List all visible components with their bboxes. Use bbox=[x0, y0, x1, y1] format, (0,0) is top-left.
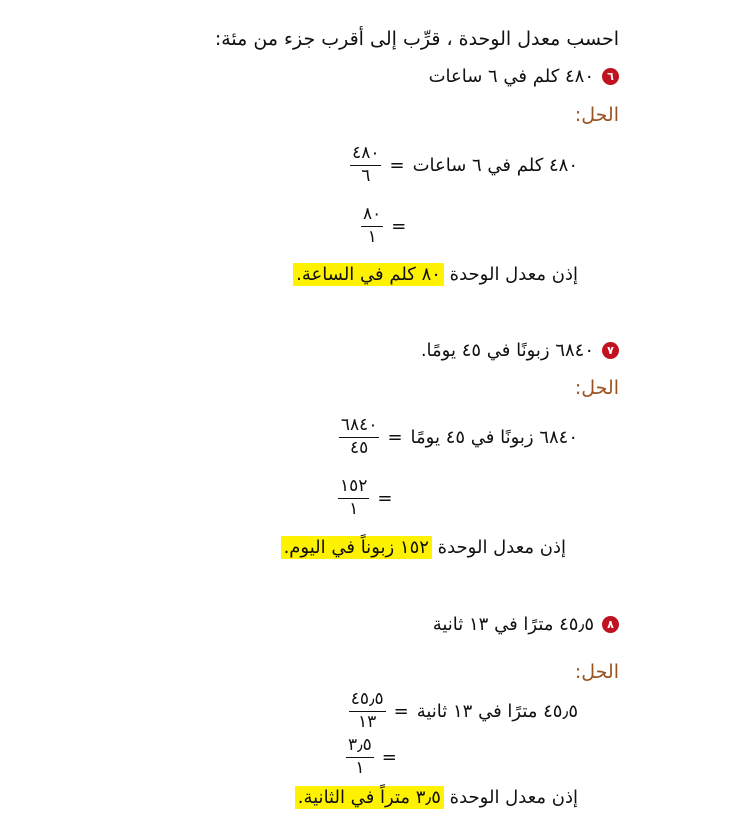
problem-statement-text: ٤٥٫٥ مترًا في ١٣ ثانية bbox=[432, 614, 594, 635]
problem-number-badge: ٦ bbox=[602, 68, 619, 85]
solution-label: الحل: bbox=[574, 104, 619, 126]
fraction-denominator: ٤٥ bbox=[350, 437, 369, 458]
fraction bbox=[361, 205, 383, 247]
answer-highlight: ٣٫٥ متراً في الثانية. bbox=[295, 786, 444, 809]
problem-6-statement bbox=[429, 66, 619, 87]
answer-highlight: ٨٠ كلم في الساعة. bbox=[293, 263, 444, 286]
equation-left-side: ٤٨٠ كلم في ٦ ساعات bbox=[412, 154, 578, 176]
problem-8-equation-2 bbox=[346, 736, 397, 778]
problem-6-answer bbox=[293, 264, 578, 285]
problem-8-answer bbox=[295, 787, 578, 808]
equation-left-side: ٤٥٫٥ مترًا في ١٣ ثانية bbox=[416, 700, 578, 722]
solution-label: الحل: bbox=[574, 377, 619, 399]
equals-sign: = bbox=[391, 215, 407, 237]
answer-prefix: إذن معدل الوحدة bbox=[449, 787, 578, 808]
answer-prefix: إذن معدل الوحدة bbox=[449, 264, 578, 285]
equals-sign: = bbox=[389, 154, 405, 176]
answer-highlight: ١٥٢ زبوناً في اليوم. bbox=[281, 536, 432, 559]
equation-left-side: ٦٨٤٠ زبونًا في ٤٥ يومًا bbox=[410, 426, 578, 448]
problem-8-statement bbox=[433, 614, 619, 635]
answer-prefix: إذن معدل الوحدة bbox=[437, 537, 566, 558]
fraction-denominator: ١ bbox=[355, 757, 365, 778]
fraction bbox=[346, 736, 374, 778]
fraction-numerator: ٨٠ bbox=[361, 205, 383, 227]
fraction-denominator: ١ bbox=[367, 226, 377, 247]
problem-6-equation-2 bbox=[361, 205, 406, 247]
problem-number-badge: ٨ bbox=[602, 616, 619, 633]
equals-sign: = bbox=[393, 700, 409, 722]
equals-sign: = bbox=[387, 426, 403, 448]
problem-8-equation-1 bbox=[349, 690, 578, 732]
solution-label: الحل: bbox=[574, 661, 619, 683]
equals-sign: = bbox=[381, 746, 397, 768]
problem-statement-text: ٤٨٠ كلم في ٦ ساعات bbox=[428, 66, 594, 87]
fraction-numerator: ٤٥٫٥ bbox=[349, 690, 386, 712]
fraction bbox=[349, 690, 386, 732]
fraction bbox=[350, 144, 381, 186]
fraction bbox=[339, 416, 380, 458]
problem-7-equation-1 bbox=[339, 416, 578, 458]
problem-7-answer bbox=[281, 537, 566, 558]
fraction-denominator: ١ bbox=[349, 498, 359, 519]
equals-sign: = bbox=[377, 487, 393, 509]
fraction bbox=[338, 477, 369, 519]
instruction-text: احسب معدل الوحدة ، قرِّب إلى أقرب جزء من مئة: bbox=[214, 28, 619, 50]
fraction-denominator: ٦ bbox=[361, 165, 371, 186]
problem-statement-text: ٦٨٤٠ زبونًا في ٤٥ يومًا. bbox=[420, 340, 594, 361]
fraction-numerator: ٦٨٤٠ bbox=[339, 416, 380, 438]
problem-7-statement bbox=[421, 340, 619, 361]
fraction-numerator: ١٥٢ bbox=[338, 477, 369, 499]
fraction-numerator: ٤٨٠ bbox=[350, 144, 381, 166]
problem-7-equation-2 bbox=[338, 477, 393, 519]
problem-6-equation-1 bbox=[350, 144, 578, 186]
problem-number-badge: ٧ bbox=[602, 342, 619, 359]
fraction-denominator: ١٣ bbox=[358, 711, 377, 732]
fraction-numerator: ٣٫٥ bbox=[346, 736, 374, 758]
